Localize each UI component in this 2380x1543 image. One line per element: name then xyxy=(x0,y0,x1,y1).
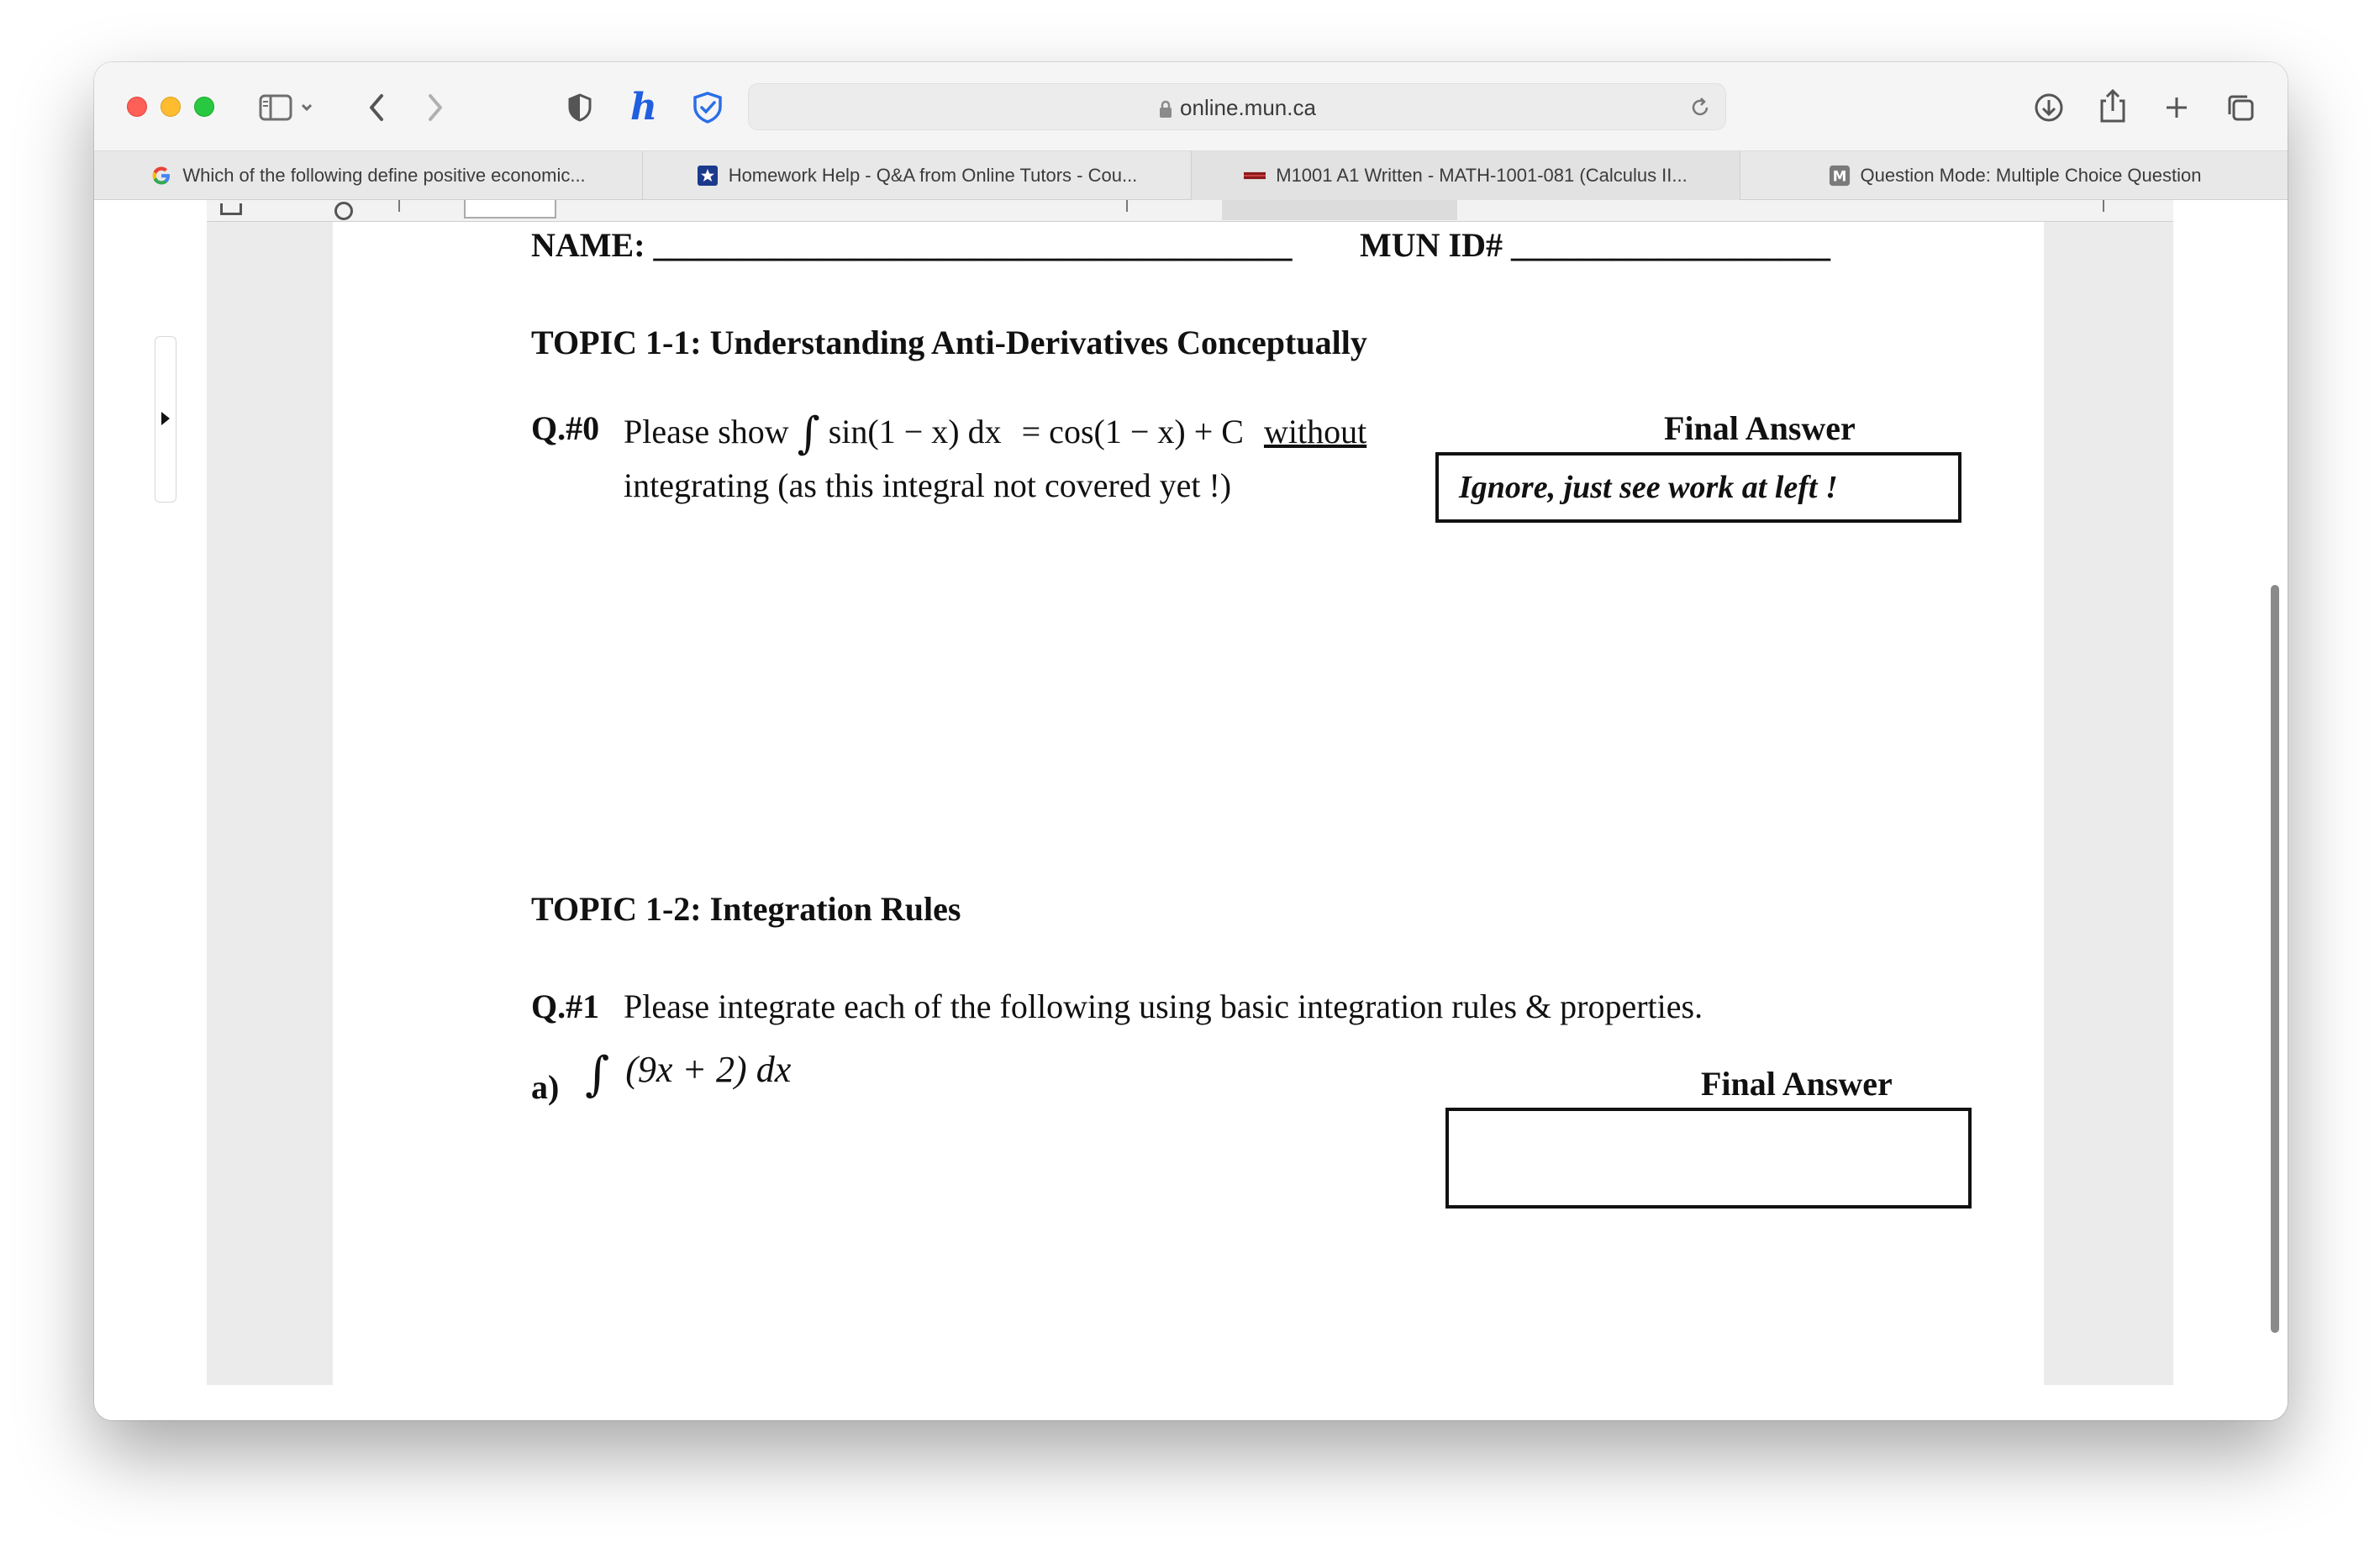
question-0-line-2: integrating (as this integral not covered yet !) xyxy=(624,466,1232,504)
honey-extension-button[interactable] xyxy=(625,86,662,128)
question-1-label: Q.#1 xyxy=(531,987,600,1025)
final-answer-label-1: Final Answer xyxy=(1664,409,1856,447)
integral-sign: ∫ xyxy=(585,1047,610,1102)
mun-id-label: MUN ID# xyxy=(1360,226,1503,264)
chevron-left-icon xyxy=(366,92,387,123)
question-0-line-1 xyxy=(624,408,1366,459)
h-extension-icon: h xyxy=(630,85,657,129)
tab-homework-help[interactable] xyxy=(643,151,1192,200)
topic-1-1-heading: TOPIC 1-1: Understanding Anti-Derivatives Conceptually xyxy=(531,324,1367,361)
pdf-page xyxy=(333,222,2044,1385)
tab-question-mode[interactable] xyxy=(1740,151,2288,200)
svg-text:M: M xyxy=(1832,167,1846,185)
mun-icon xyxy=(1244,165,1266,187)
close-window-button[interactable] xyxy=(127,97,147,117)
page-content xyxy=(94,200,2288,1420)
final-answer-box-1[interactable] xyxy=(1435,452,1961,523)
download-icon xyxy=(2033,92,2065,124)
forward-button[interactable] xyxy=(419,89,452,126)
part-a-expression xyxy=(585,1047,791,1102)
tabs-overview-icon xyxy=(2225,92,2256,123)
url-text: online.mun.ca xyxy=(1180,95,1316,120)
final-answer-box-2[interactable] xyxy=(1445,1108,1972,1209)
part-a-integrand: (9x + 2) dx xyxy=(625,1049,792,1090)
share-icon xyxy=(2098,87,2128,124)
m-icon xyxy=(1829,165,1851,187)
browser-window xyxy=(94,62,2288,1420)
mun-id-field xyxy=(1360,225,1830,265)
name-label: NAME: xyxy=(531,226,645,264)
name-field xyxy=(531,225,1293,265)
caret-right-icon xyxy=(159,409,172,428)
shield-check-icon xyxy=(691,91,724,124)
mun-id-line: ___________________ xyxy=(1510,226,1830,264)
sidebar-icon xyxy=(259,92,318,123)
sidebar-handle[interactable] xyxy=(155,336,176,503)
tab-m1001-written[interactable] xyxy=(1192,151,1740,200)
pdf-viewer-toolbar xyxy=(207,200,2173,222)
minimize-window-button[interactable] xyxy=(161,97,181,117)
question-0-label: Q.#0 xyxy=(531,409,600,447)
google-icon xyxy=(150,165,172,187)
security-extension-button[interactable] xyxy=(689,89,726,126)
tab-google[interactable] xyxy=(94,151,643,200)
new-tab-button[interactable] xyxy=(2158,89,2195,126)
question-0-without: without xyxy=(1263,413,1367,450)
tab-bar xyxy=(94,151,2288,200)
question-0-result: = cos(1 − x) + C xyxy=(1021,413,1244,450)
downloads-button[interactable] xyxy=(2030,89,2067,126)
final-answer-label-2: Final Answer xyxy=(1701,1065,1893,1103)
lock-icon xyxy=(1158,100,1173,118)
chevron-right-icon xyxy=(425,92,445,123)
tab-label: Which of the following define positive economic... xyxy=(182,165,586,186)
back-button[interactable] xyxy=(360,89,393,126)
question-0-intro: Please show xyxy=(624,413,789,450)
name-line: ______________________________________ xyxy=(653,226,1293,264)
tab-overview-button[interactable] xyxy=(2222,89,2259,126)
star-badge-icon xyxy=(697,165,719,187)
reload-icon xyxy=(1688,96,1712,119)
browser-toolbar xyxy=(94,62,2288,151)
integral-sign: ∫ xyxy=(797,408,820,459)
maximize-window-button[interactable] xyxy=(194,97,214,117)
address-bar[interactable] xyxy=(748,83,1726,130)
final-answer-text-1: Ignore, just see work at left ! xyxy=(1459,470,1838,505)
tab-label: M1001 A1 Written - MATH-1001-081 (Calculus II... xyxy=(1276,165,1688,186)
plus-icon xyxy=(2164,95,2189,120)
topic-1-2-heading: TOPIC 1-2: Integration Rules xyxy=(531,890,961,928)
part-a-label: a) xyxy=(531,1068,560,1106)
shield-icon xyxy=(567,92,592,123)
question-1-text: Please integrate each of the following using basic integration rules & properties. xyxy=(624,987,1703,1025)
vertical-scrollbar[interactable] xyxy=(2271,585,2279,1333)
sidebar-toggle-button[interactable] xyxy=(259,91,318,124)
reload-button[interactable] xyxy=(1685,92,1715,123)
share-button[interactable] xyxy=(2094,86,2131,126)
question-0-integrand: sin(1 − x) dx xyxy=(828,413,1002,450)
privacy-shield-button[interactable] xyxy=(563,89,597,126)
tab-label: Question Mode: Multiple Choice Question xyxy=(1860,165,2202,186)
tab-label: Homework Help - Q&A from Online Tutors - Cou... xyxy=(728,165,1138,186)
